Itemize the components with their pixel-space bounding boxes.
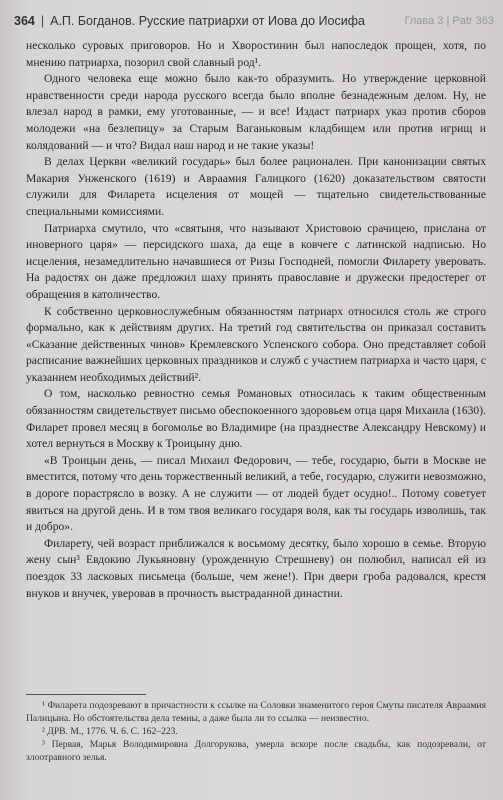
header-separator: | (40, 14, 45, 28)
footnote-rule (26, 694, 146, 695)
paragraph: Филарету, чей возраст приближался к восьмому десятку, было хорошо в семье. Вторую жену сын³ Евдокию Лукьяновну (урожденную Стрешневу) он полюбил, написал ей из поездок 33 ласковых письмеца (больше, чем жене!). При двери гроба радовался, крестя внуков и внучек, уверовав в прочность выстраданной династии. (26, 536, 486, 600)
paragraph: К собственно церковнослужебным обязанностям патриарх относился столь же строго формально, как к действиям других. На третий год святительства он приказал составить «Сказание действенных чинов» Кремлевского Успенского собора. Оно представляет собой расписание важнейших церковных праздников и служб с участием патриарха и часто царя, с указанием необходимых действий². (26, 304, 486, 384)
paragraph: Патриарха смутило, что «святыня, что называют Христовою срачицею, прислана от иноверного царя» — персидского шаха, да еще в ковчеге с латинской надписью. Но исцеления, незамедлительно начавшиеся от Ризы Господней, помогли Филарету уверовать. На радостях он даже предложил шаху принять православие и дружески предостерег от обращения в католичество. (26, 221, 486, 301)
quotation-paragraph: «В Троицын день, — писал Михаил Федорович, — тебе, государю, быти в Москве не вместится, потому что день торжественный великий, а тебе, государю, служити невозможно, в дороге порастрясло в возку. А не служити — от людей будет осудно!.. Потому советует явиться на другой день. И в том твоя великаго государя воля, как ты государь изволишь, так и добро». (26, 453, 486, 534)
paragraph: несколько суровых приговоров. Но и Хворостинин был напоследок прощен, хотя, по мнению патриарха, позорил свой славный род¹. (26, 39, 486, 69)
footnote: ² ДРВ. М., 1776. Ч. 6. С. 162–223. (42, 726, 178, 737)
footnote: ¹ Филарета подозревают в причастности к ссылке на Соловки знаменитого героя Смуты писателя Авраамия Палицына. Но обстоятельства дела темны, а даже была ли то ссылка — неизвестно. (26, 700, 486, 724)
page-number: 364 (14, 14, 35, 28)
running-header (14, 10, 494, 32)
main-text (26, 38, 486, 602)
paragraph: В делах Церкви «великий государь» был более рационален. При канонизации святых Макария Унженского (1619) и Авраамия Галицкого (1620) доказательством святости служили для Филарета исцеления от мощей — тщательно свидетельствованные специальными комиссиями. (26, 155, 486, 218)
facing-page-bleed: Глава 3 | Patr 363 (404, 15, 494, 27)
paragraph: О том, насколько ревностно семья Романовых относилась к таким общественным обязанностям свидетельствует письмо обеспокоенного здоровьем отца царя Михаила (1630). Филарет провел месяц в богомолье во Владимире (на празднестве Александру Невскому) и хотел вернуться в Москву к Троицыну дню. (26, 387, 486, 451)
paragraph: Одного человека еще можно было как-то образумить. Но утверждение церковной нравственности среди народа русского всегда было вполне безнадежным делом. Ну, не влезал народ в рамки, ему уготованные, — и все! Издаст патриарх указ против сборов молодежи «на безлепицу» за Старым Ваганьковым кладбищем или против игрищ и колядований — и что? Видал наш народ и не такие указы! (26, 72, 486, 152)
footnote: ³ Первая, Марья Володимировна Долгорукова, умерла вскоре после свадьбы, как подозревали, от злоотравного зелья. (26, 739, 486, 763)
running-title: А.П. Богданов. Русские патриархи от Иова до Иосифа (50, 14, 365, 28)
footnotes (26, 694, 486, 764)
